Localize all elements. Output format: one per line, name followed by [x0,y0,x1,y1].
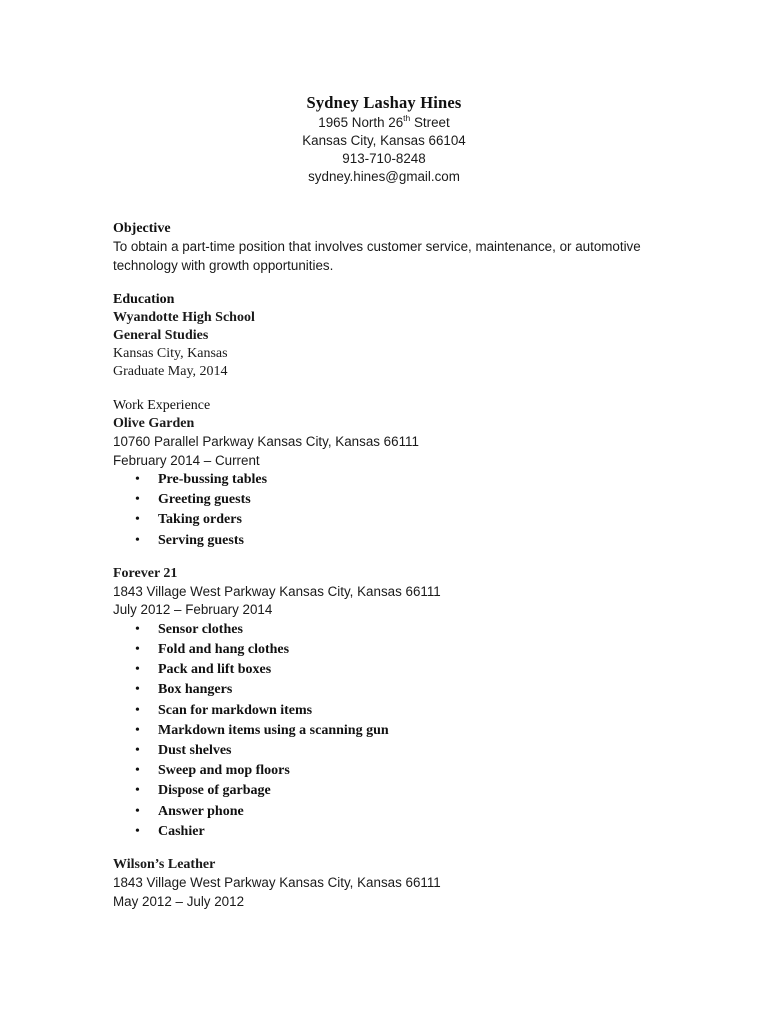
duty-text: Box hangers [158,682,233,698]
employer-name: Olive Garden [113,416,195,431]
email-address: sydney.hines@gmail.com [308,169,460,184]
school-location: Kansas City, Kansas [113,346,228,361]
duty-text: Serving guests [158,532,244,548]
duty-item [113,741,673,761]
school-name: Wyandotte High School [113,310,255,325]
bullet-icon: • [135,763,140,779]
duty-item [113,721,673,741]
duty-text: Fold and hang clothes [158,642,290,658]
applicant-name: Sydney Lashay Hines [306,93,462,112]
address-ordinal-suffix: th [403,112,411,123]
address-line-1-text: 1965 North 26 [318,115,404,130]
duty-text: Scan for markdown items [158,702,313,718]
duties-list [113,620,673,842]
duty-text: Pre-bussing tables [158,472,268,487]
education-heading: Education [113,292,175,307]
duty-item [113,701,673,721]
job-entry [113,565,673,842]
bullet-icon: • [135,492,140,508]
duties-list [113,470,673,551]
bullet-icon: • [135,532,140,548]
bullet-icon: • [135,803,140,819]
employment-dates: July 2012 – February 2014 [113,602,273,618]
duty-text: Taking orders [158,512,242,528]
phone-number: 913-710-8248 [342,151,426,166]
duty-item [113,660,673,680]
objective-text: To obtain a part-time position that involves customer service, maintenance, or automotive technology with growth opportunities. [113,239,641,273]
duty-text: Answer phone [158,803,244,819]
education-section [113,291,673,381]
duty-text: Cashier [158,823,205,839]
objective-heading: Objective [113,221,171,236]
job-entry [113,415,673,551]
bullet-icon: • [135,472,140,487]
duty-text: Dust shelves [158,743,232,759]
employer-name: Forever 21 [113,565,178,581]
resume-body [113,220,673,911]
bullet-icon: • [135,702,140,718]
duty-item [113,490,673,510]
objective-section [113,220,673,275]
bullet-icon: • [135,512,140,528]
work-experience-section [113,397,673,911]
graduation-date: Graduate May, 2014 [113,364,228,379]
employer-address: 1843 Village West Parkway Kansas City, Kansas 66111 [113,583,441,599]
bullet-icon: • [135,642,140,658]
duty-item [113,680,673,700]
duty-item [113,822,673,842]
program-name: General Studies [113,328,209,343]
duty-text: Markdown items using a scanning gun [158,722,389,738]
work-experience-heading: Work Experience [113,398,211,413]
duty-item [113,620,673,640]
employment-dates: May 2012 – July 2012 [113,893,245,909]
duty-item [113,640,673,660]
job-entry [113,856,673,911]
employment-dates: February 2014 – Current [113,452,260,468]
address-line-1 [0,114,768,132]
duty-item [113,802,673,822]
bullet-icon: • [135,621,140,637]
employer-address: 1843 Village West Parkway Kansas City, Kansas 66111 [113,875,441,891]
duty-item [113,510,673,530]
duty-item [113,781,673,801]
address-line-2: Kansas City, Kansas 66104 [302,133,466,148]
bullet-icon: • [135,783,140,799]
bullet-icon: • [135,662,140,678]
duty-text: Pack and lift boxes [158,662,272,678]
resume-header [0,92,768,186]
duty-item [113,531,673,551]
bullet-icon: • [135,743,140,759]
employer-address: 10760 Parallel Parkway Kansas City, Kansas 66111 [113,434,419,449]
duty-text: Dispose of garbage [158,783,271,799]
bullet-icon: • [135,682,140,698]
employer-name: Wilson’s Leather [113,857,216,873]
duty-text: Sweep and mop floors [158,763,290,779]
duty-text: Sensor clothes [158,621,243,637]
duty-item [113,761,673,781]
duty-text: Greeting guests [158,492,251,508]
address-line-1-street: Street [410,115,450,130]
bullet-icon: • [135,722,140,738]
duty-item [113,470,673,490]
bullet-icon: • [135,823,140,839]
